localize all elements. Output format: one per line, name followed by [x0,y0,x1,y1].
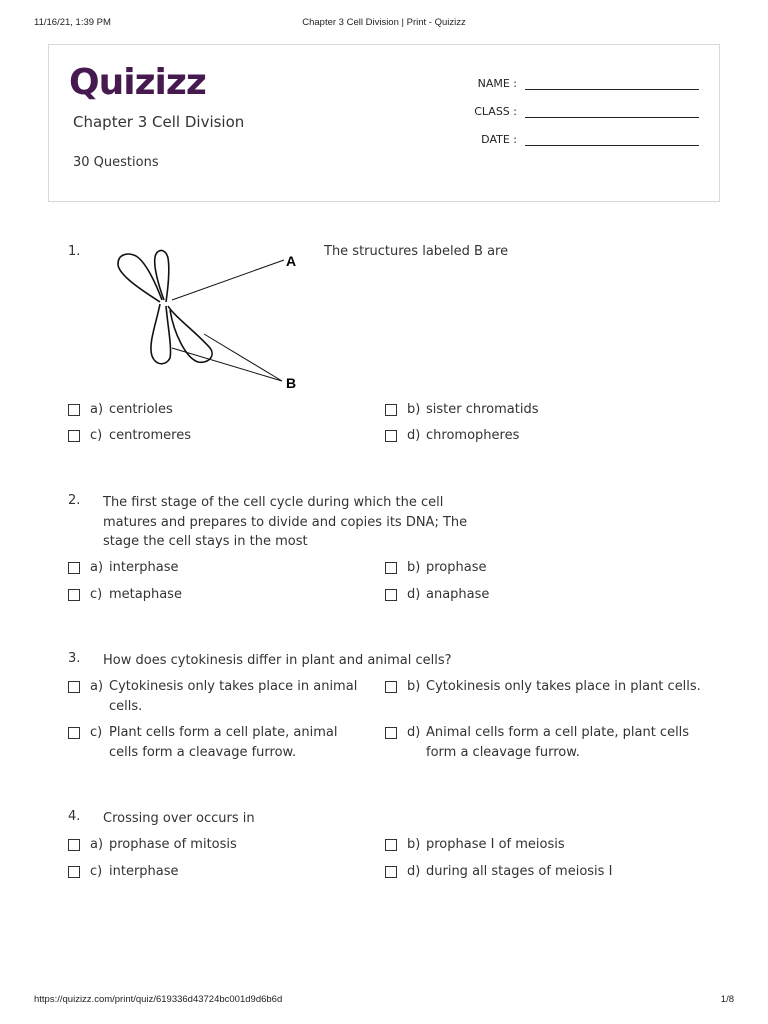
question-4-number: 4. [68,809,81,824]
question-count: 30 Questions [73,155,159,170]
checkbox[interactable] [68,681,80,693]
option-letter: c) [90,725,103,740]
print-url: https://quizizz.com/print/quiz/619336d43724bc001d9d6b6d [34,994,283,1005]
question-3-number: 3. [68,651,81,666]
q4-option-c[interactable] [68,862,368,882]
date-field [457,133,699,146]
q1-option-c[interactable] [68,426,368,446]
name-label: NAME : [477,77,517,90]
option-text: prophase [426,560,487,575]
question-1-text: The structures labeled B are [324,244,509,259]
name-line[interactable] [525,77,699,90]
q3-option-d[interactable] [385,723,705,762]
question-3-text: How does cytokinesis differ in plant and animal cells? [103,653,452,668]
checkbox[interactable] [68,562,80,574]
diagram-label-a: A [286,253,297,269]
option-letter: b) [407,402,421,417]
label-a-line [172,260,284,300]
checkbox[interactable] [385,866,397,878]
option-text: Cytokinesis only takes place in animal cells. [109,679,358,714]
option-text: during all stages of meiosis I [426,864,613,879]
q2-option-a[interactable] [68,558,368,578]
option-letter: c) [90,587,103,602]
option-text: centromeres [109,428,191,443]
option-text: prophase I of meiosis [426,837,565,852]
option-letter: a) [90,837,104,852]
q4-option-b[interactable] [385,835,705,855]
q3-option-a[interactable] [68,677,368,716]
q4-option-d[interactable] [385,862,705,882]
checkbox[interactable] [385,727,397,739]
question-2-text: The first stage of the cell cycle during which the cell matures and prepares to divide and copies its DNA; The stage the cell stays in the most [103,495,468,549]
checkbox[interactable] [385,839,397,851]
option-text: centrioles [109,402,173,417]
date-label: DATE : [481,133,517,146]
option-text: chromopheres [426,428,520,443]
q3-option-b[interactable] [385,677,705,697]
option-text: anaphase [426,587,490,602]
checkbox[interactable] [68,839,80,851]
diagram-label-b: B [286,375,297,391]
quiz-title: Chapter 3 Cell Division [73,113,245,131]
q1-option-a[interactable] [68,400,368,420]
option-letter: d) [407,725,421,740]
quiz-header [48,44,720,202]
question-2-number: 2. [68,493,81,508]
class-line[interactable] [525,105,699,118]
checkbox[interactable] [385,681,397,693]
chromatid-lower-left [151,304,171,364]
option-letter: d) [407,587,421,602]
chromatid-upper-right [155,251,169,302]
checkbox[interactable] [68,589,80,601]
option-text: Plant cells form a cell plate, animal cells form a cleavage furrow. [109,725,338,760]
q2-option-b[interactable] [385,558,705,578]
print-date: 11/16/21, 1:39 PM [34,17,111,28]
q2-option-d[interactable] [385,585,705,605]
question-4-text: Crossing over occurs in [103,811,255,826]
option-letter: a) [90,560,104,575]
option-letter: d) [407,428,421,443]
q1-option-b[interactable] [385,400,705,420]
option-letter: a) [90,679,104,694]
option-text: prophase of mitosis [109,837,237,852]
q2-option-c[interactable] [68,585,368,605]
question-1-number: 1. [68,244,81,259]
checkbox[interactable] [68,866,80,878]
class-field [457,105,699,118]
option-letter: a) [90,402,104,417]
label-b-line-2 [204,334,282,381]
option-text: Animal cells form a cell plate, plant cells form a cleavage furrow. [426,725,690,760]
checkbox[interactable] [68,404,80,416]
q4-option-a[interactable] [68,835,368,855]
print-header [34,17,734,31]
checkbox[interactable] [385,430,397,442]
option-letter: b) [407,560,421,575]
quizizz-logo: Quizizz [69,62,206,103]
option-text: interphase [109,560,179,575]
q3-option-c[interactable] [68,723,368,762]
print-footer [34,994,734,1008]
checkbox[interactable] [385,589,397,601]
option-letter: b) [407,837,421,852]
chromosome-diagram [108,244,308,394]
option-text: Cytokinesis only takes place in plant cells. [426,679,701,694]
option-letter: d) [407,864,421,879]
checkbox[interactable] [385,404,397,416]
label-b-line-1 [172,348,282,381]
print-title: Chapter 3 Cell Division | Print - Quizizz [302,17,466,28]
checkbox[interactable] [68,727,80,739]
checkbox[interactable] [385,562,397,574]
option-text: interphase [109,864,179,879]
name-field [457,77,699,90]
option-letter: c) [90,864,103,879]
page-number: 1/8 [720,994,734,1005]
class-label: CLASS : [474,105,517,118]
option-text: metaphase [109,587,182,602]
option-text: sister chromatids [426,402,539,417]
option-letter: c) [90,428,103,443]
checkbox[interactable] [68,430,80,442]
date-line[interactable] [525,133,699,146]
option-letter: b) [407,679,421,694]
q1-option-d[interactable] [385,426,705,446]
